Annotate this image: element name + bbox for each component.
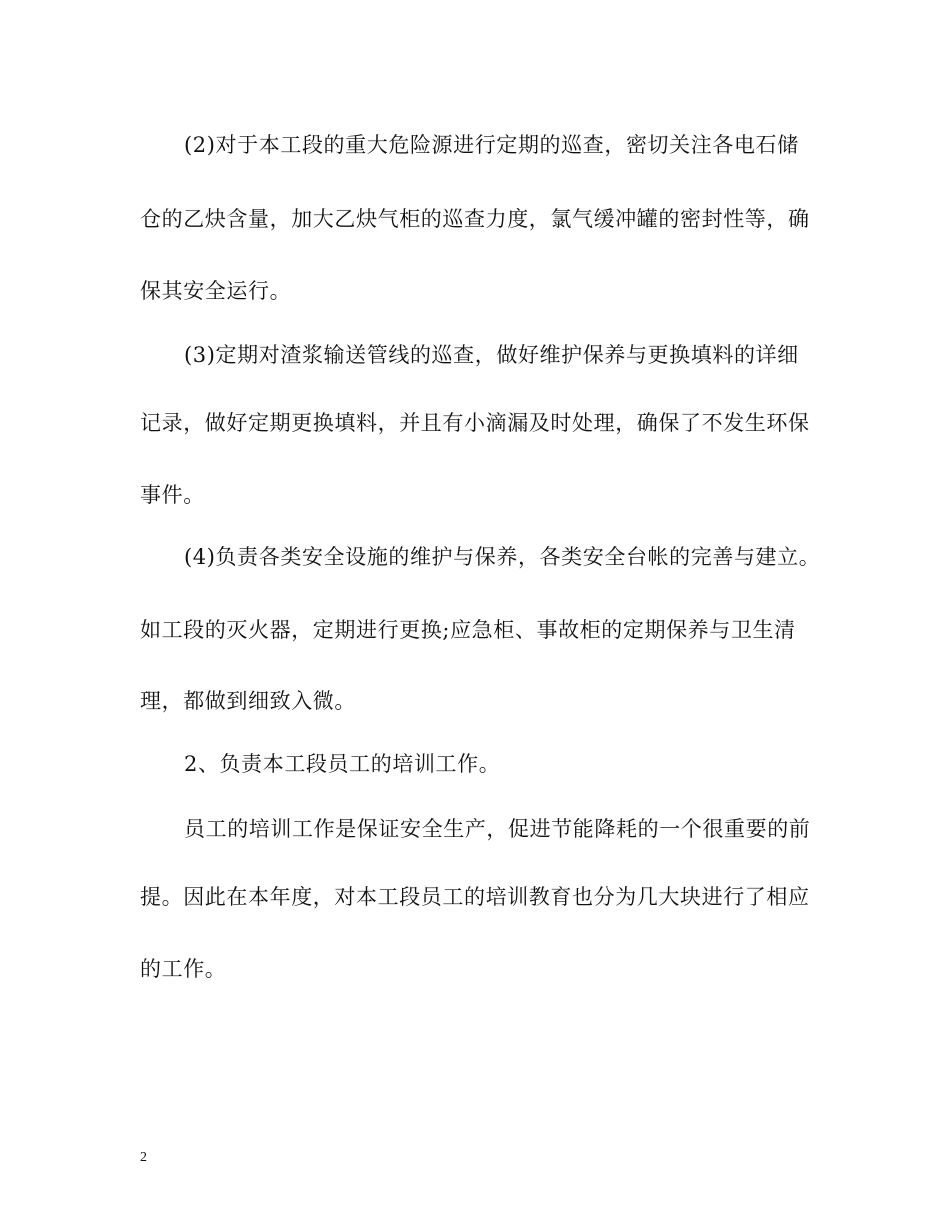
paragraph-line-13: 的工作。 — [140, 957, 227, 981]
paragraph-line-6: 事件。 — [140, 483, 205, 507]
paragraph-line-5: 记录，做好定期更换填料，并且有小滴漏及时处理，确保了不发生环保 — [140, 411, 810, 435]
paragraph-line-4: (3)定期对渣浆输送管线的巡查，做好维护保养与更换填料的详细 — [184, 343, 799, 367]
paragraph-line-9: 理，都做到细致入微。 — [140, 689, 356, 713]
paragraph-line-3: 保其安全运行。 — [140, 279, 292, 303]
paragraph-line-12: 提。因此在本年度，对本工段员工的培训教育也分为几大块进行了相应 — [140, 885, 810, 909]
paragraph-line-2: 仓的乙炔含量，加大乙炔气柜的巡查力度，氯气缓冲罐的密封性等，确 — [140, 207, 810, 231]
paragraph-line-1: (2)对于本工段的重大危险源进行定期的巡查，密切关注各电石储 — [184, 133, 799, 157]
paragraph-line-8: 如工段的灭火器，定期进行更换;应急柜、事故柜的定期保养与卫生清 — [140, 618, 796, 642]
paragraph-line-7: (4)负责各类安全设施的维护与保养，各类安全台帐的完善与建立。 — [184, 545, 821, 569]
paragraph-line-11: 员工的培训工作是保证安全生产，促进节能降耗的一个很重要的前 — [184, 817, 811, 841]
page-number: 2 — [140, 1150, 147, 1165]
section-heading: 2、负责本工段员工的培训工作。 — [184, 752, 501, 776]
